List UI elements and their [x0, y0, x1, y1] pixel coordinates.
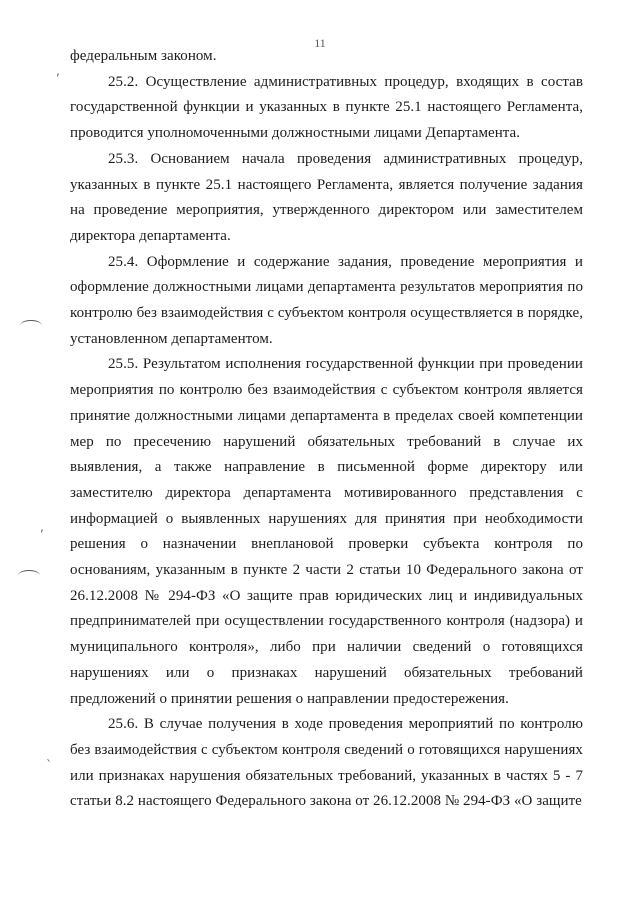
scan-mark: ,: [40, 520, 44, 534]
paragraph-25-5: 25.5. Результатом исполнения государственной функции при проведении мероприятия по контролю без взаимодействия с субъектом контроля является принятие должностными лицами департамента в пределах своей компетенции мер по пресечению нарушений обязательных требований в случае их выявления, а также направление в письменной форме директору или заместителю директора департамента мотивированного представления с информацией о выявленных нарушениях для принятия при необходимости решения о назначении внеплановой проверки субъекта контроля по основаниям, указанным в пункте 2 части 2 статьи 10 Федерального закона от 26.12.2008 № 294-ФЗ «О защите прав юридических лиц и индивидуальных предпринимателей при осуществлении государственного контроля (надзора) и муниципального контроля», либо при наличии сведений о готовящихся нарушениях или о признаках нарушений обязательных требований предложений о принятии решения о направлении предостережения.: [70, 356, 583, 707]
page-number: 11: [314, 36, 326, 50]
scan-arc: [18, 570, 40, 581]
paragraph-continuation: федеральным законом.: [70, 48, 217, 64]
paragraph-25-3: 25.3. Основанием начала проведения административных процедур, указанных в пункте 25.1 настоящего Регламента, является получение задания на проведение мероприятия, утвержденного директором или заместителем директора департамента.: [70, 150, 583, 244]
scan-arc: [20, 320, 42, 331]
paragraph-25-2: 25.2. Осуществление административных процедур, входящих в состав государственной функции и указанных в пункте 25.1 настоящего Регламента, проводится уполномоченными должностными лицами Департамента.: [70, 73, 583, 142]
document-body: [70, 44, 583, 815]
scan-mark: ,: [56, 64, 60, 78]
paragraph-25-6: 25.6. В случае получения в ходе проведения мероприятий по контролю без взаимодействия с субъектом контроля сведений о готовящихся нарушениях или признаках нарушения обязательных требований, указанных в частях 5 - 7 статьи 8.2 настоящего Федерального закона от 26.12.2008 № 294-ФЗ «О защите: [70, 716, 583, 810]
scan-mark: `: [46, 758, 52, 772]
paragraph-25-4: 25.4. Оформление и содержание задания, проведение мероприятия и оформление должностными лицами департамента результатов мероприятия по контролю без взаимодействия с субъектом контроля осуществляется в порядке, установленном департаментом.: [70, 253, 583, 347]
